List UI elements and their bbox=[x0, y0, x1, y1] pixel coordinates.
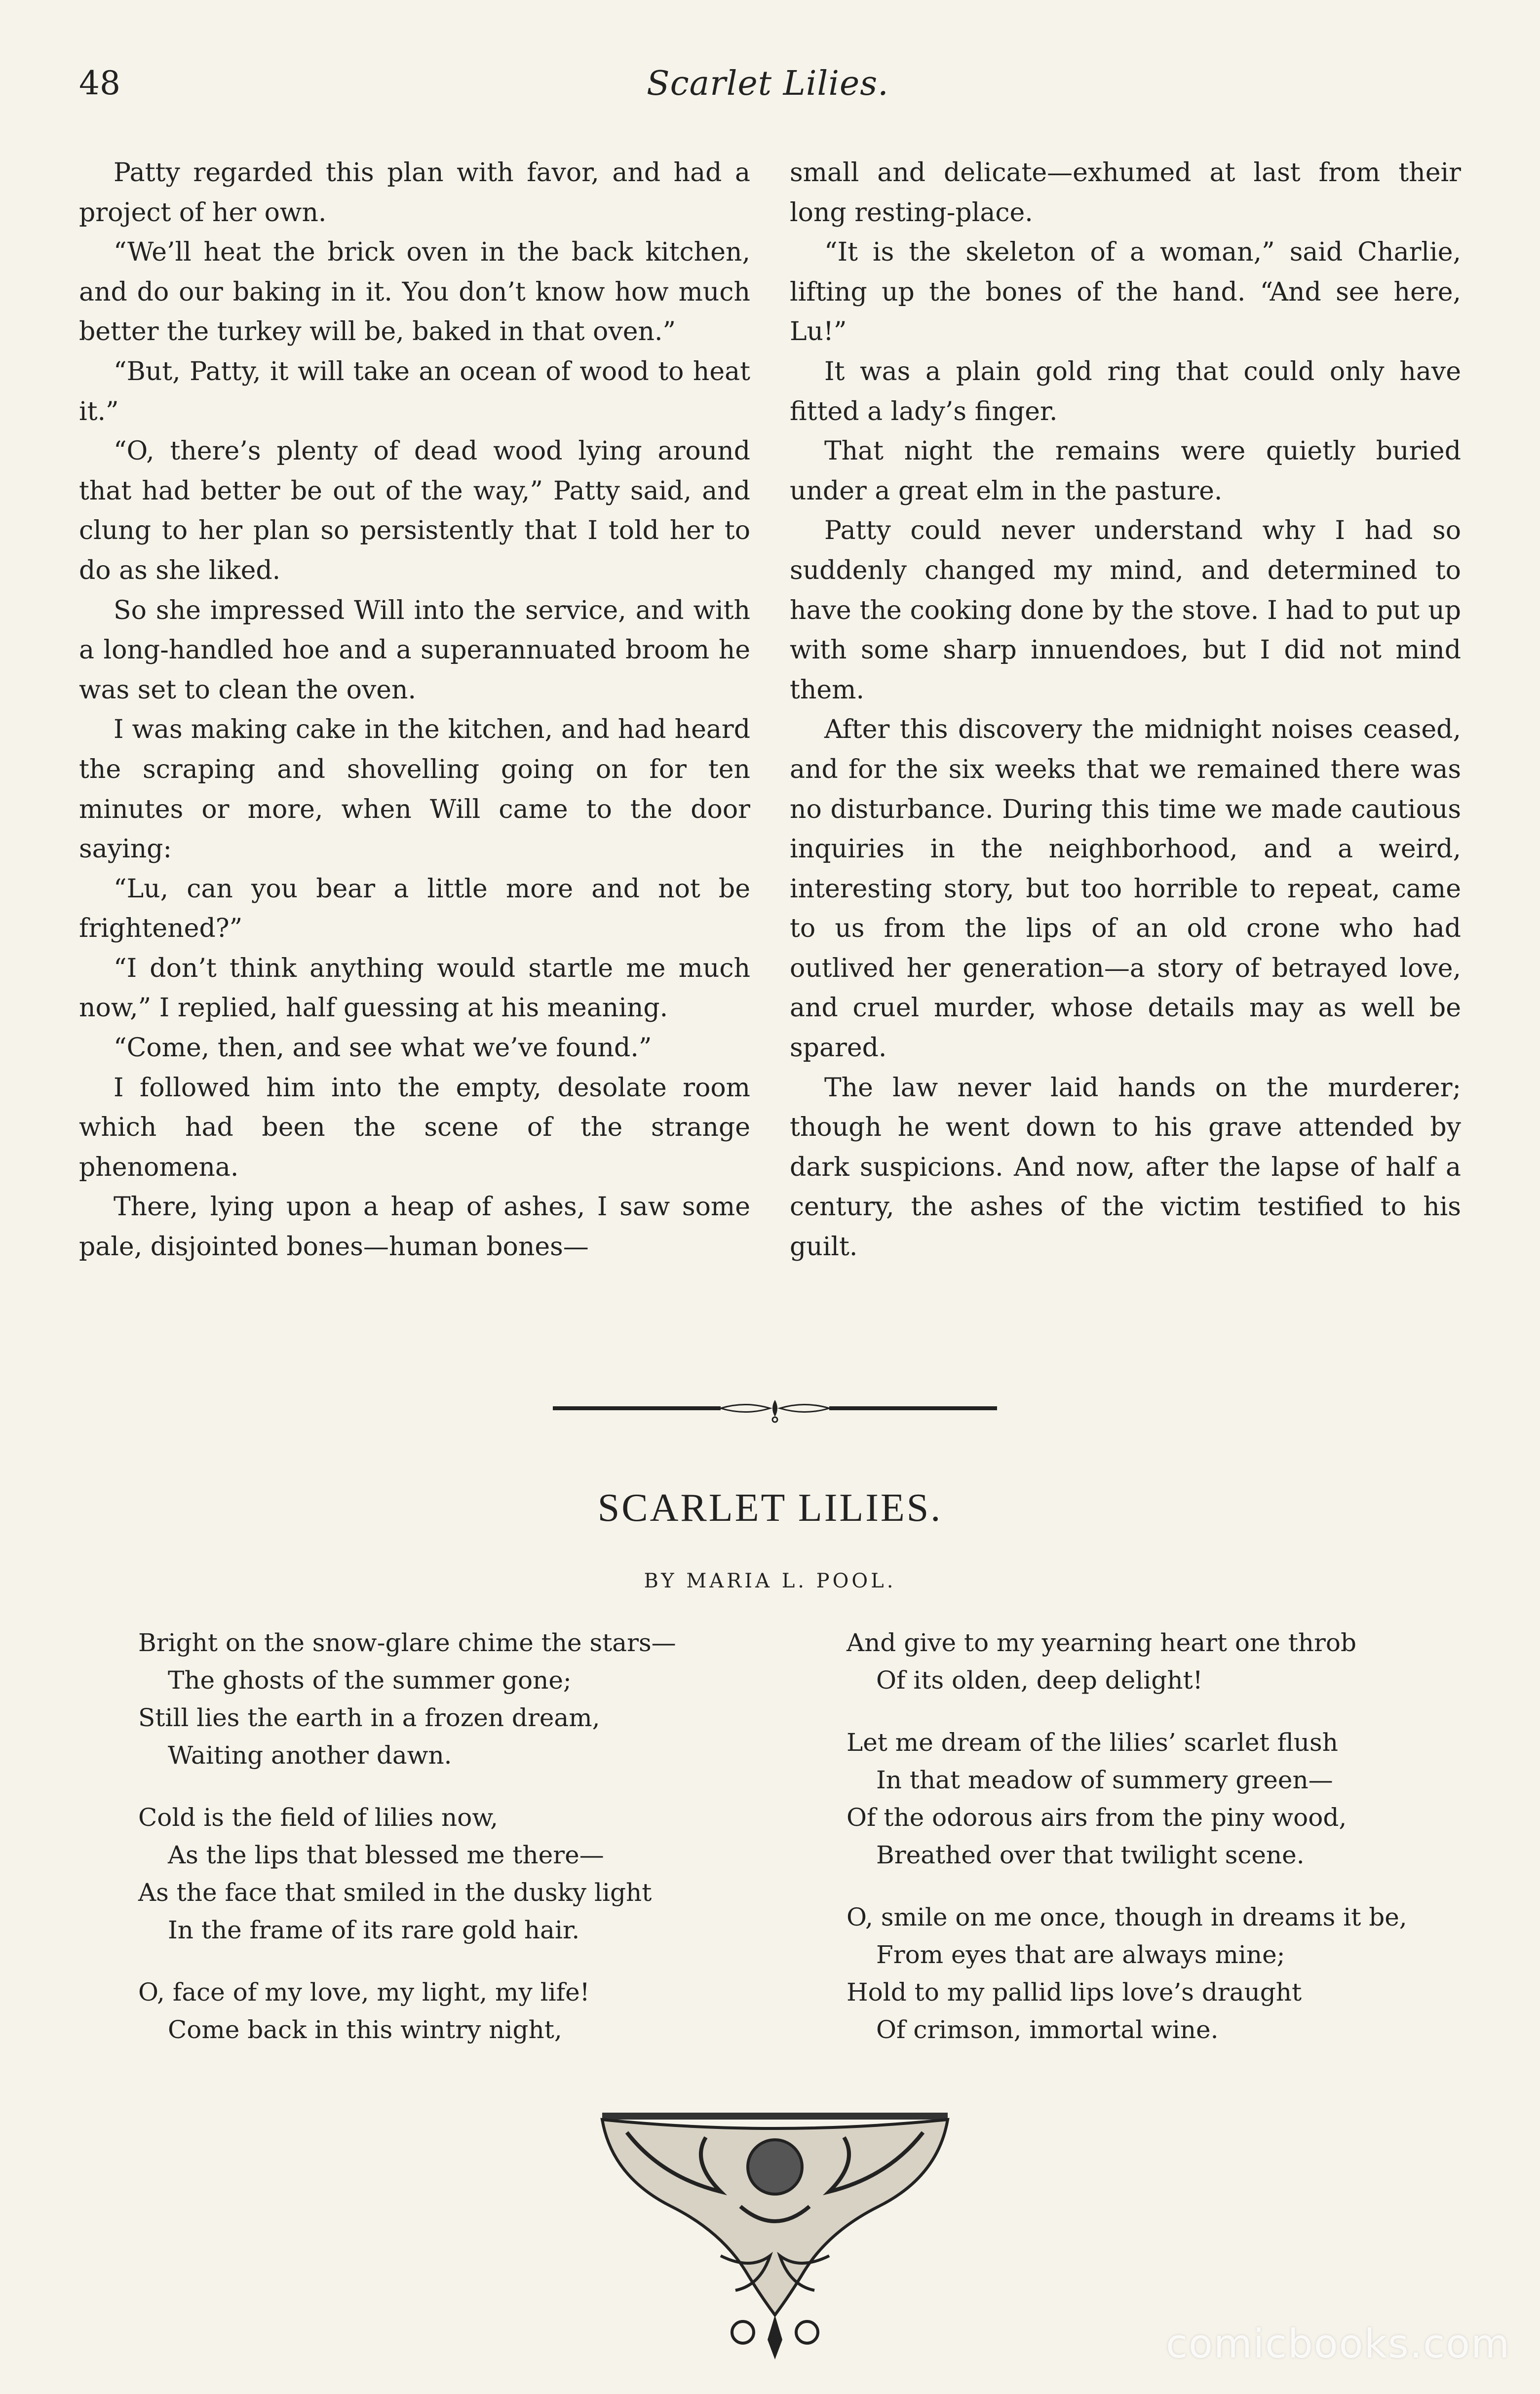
section-divider bbox=[543, 1391, 1007, 1426]
story-paragraph: “I don’t think anything would startle me much now,” I replied, half guessing at his meaning. bbox=[79, 953, 750, 1023]
poem-title: SCARLET LILIES. bbox=[597, 1486, 943, 1530]
poem-line: As the face that smiled in the dusky light bbox=[138, 1878, 652, 1907]
poem-line: O, smile on me once, though in dreams it be, bbox=[847, 1903, 1407, 1931]
poem-stanza bbox=[138, 1799, 795, 1949]
story-paragraph: Patty could never understand why I had so suddenly changed my mind, and determined to have the cooking done by the stove. I had to put up with some sharp innuendoes, but I did not mind them. bbox=[790, 516, 1461, 705]
story-paragraph: “Lu, can you bear a little more and not be frightened?” bbox=[79, 874, 750, 944]
poem-stanza bbox=[847, 1898, 1488, 2048]
story-column-left bbox=[79, 153, 750, 1267]
poem-stanza bbox=[138, 1624, 795, 1774]
poem-stanza bbox=[138, 1973, 795, 2048]
story-paragraph: “But, Patty, it will take an ocean of wood to heat it.” bbox=[79, 356, 750, 426]
story-paragraph: The law never laid hands on the murderer; though he went down to his grave attended by dark suspicions. And now, after the lapse of half a century, the ashes of the victim testified to his guilt. bbox=[790, 1073, 1461, 1262]
poem-column-left bbox=[138, 1624, 795, 2073]
poem-line: In that meadow of summery green— bbox=[876, 1766, 1333, 1794]
poem-byline: BY MARIA L. POOL. bbox=[644, 1570, 896, 1592]
story-paragraph: After this discovery the midnight noises ceased, and for the six weeks that we remained there was no disturbance. During this time we made cautious inquiries in the neighborhood, and a weird, interesting story, but too horrible to repeat, came to us from the lips of an old crone who had outlived her generation—a story of betrayed love, and cruel murder, whose details may as well be spared. bbox=[790, 715, 1461, 1063]
story-paragraph: “It is the skeleton of a woman,” said Charlie, lifting up the bones of the hand. “And see here, Lu!” bbox=[790, 237, 1461, 347]
poem-line: Of the odorous airs from the piny wood, bbox=[847, 1803, 1347, 1832]
poem-column-right bbox=[847, 1624, 1488, 2073]
story-paragraph-continued: small and delicate—exhumed at last from their long resting-place. bbox=[790, 158, 1461, 228]
story-paragraph: “Come, then, and see what we’ve found.” bbox=[114, 1033, 652, 1063]
story-paragraph: So she impressed Will into the service, and with a long-handled hoe and a superannuated broom he was set to clean the oven. bbox=[79, 595, 750, 705]
story-paragraph: “We’ll heat the brick oven in the back kitchen, and do our baking in it. You don’t know how much better the turkey will be, baked in that oven.” bbox=[79, 237, 750, 347]
poem-stanza bbox=[847, 1724, 1488, 1874]
story-paragraph: I followed him into the empty, desolate room which had been the scene of the strange phenomena. bbox=[79, 1073, 750, 1182]
poem-line: O, face of my love, my light, my life! bbox=[138, 1978, 590, 2007]
poem-line: Of crimson, immortal wine. bbox=[876, 2015, 1219, 2044]
poem-line: As the lips that blessed me there— bbox=[168, 1841, 604, 1869]
poem-line: Bright on the snow-glare chime the stars— bbox=[138, 1628, 676, 1657]
poem-line: Waiting another dawn. bbox=[168, 1741, 452, 1770]
poem-line: Cold is the field of lilies now, bbox=[138, 1803, 499, 1832]
poem-line: Of its olden, deep delight! bbox=[876, 1666, 1203, 1695]
story-paragraph: That night the remains were quietly buried under a great elm in the pasture. bbox=[790, 436, 1461, 506]
tailpiece-ornament-icon bbox=[573, 2108, 977, 2364]
story-paragraph: “O, there’s plenty of dead wood lying around that had better be out of the way,” Patty said, and clung to her plan so persistently that I told her to do as she liked. bbox=[79, 436, 750, 585]
story-paragraph: Patty regarded this plan with favor, and had a project of her own. bbox=[79, 158, 750, 228]
poem-line: Still lies the earth in a frozen dream, bbox=[138, 1703, 600, 1732]
poem-line: Let me dream of the lilies’ scarlet flush bbox=[847, 1728, 1338, 1757]
story-paragraph: There, lying upon a heap of ashes, I saw some pale, disjointed bones—human bones— bbox=[79, 1192, 750, 1262]
poem-line: In the frame of its rare gold hair. bbox=[168, 1916, 580, 1944]
watermark: comicbooks.com bbox=[1165, 2321, 1510, 2367]
poem-line: And give to my yearning heart one throb bbox=[847, 1628, 1357, 1657]
poem-line: Come back in this wintry night, bbox=[168, 2015, 562, 2044]
story-column-right bbox=[790, 153, 1461, 1267]
poem-line: From eyes that are always mine; bbox=[876, 1940, 1285, 1969]
page-header bbox=[79, 64, 1461, 118]
story-paragraph: I was making cake in the kitchen, and had heard the scraping and shovelling going on for ten minutes or more, when Will came to the door saying: bbox=[79, 715, 750, 864]
page-number: 48 bbox=[79, 64, 120, 102]
poem-stanza bbox=[847, 1624, 1488, 1699]
story-paragraph: It was a plain gold ring that could only have fitted a lady’s finger. bbox=[790, 356, 1461, 426]
poem-line: The ghosts of the summer gone; bbox=[168, 1666, 572, 1695]
running-title: Scarlet Lilies. bbox=[647, 64, 889, 103]
poem-line: Hold to my pallid lips love’s draught bbox=[847, 1978, 1302, 2007]
poem-line: Breathed over that twilight scene. bbox=[876, 1841, 1305, 1869]
